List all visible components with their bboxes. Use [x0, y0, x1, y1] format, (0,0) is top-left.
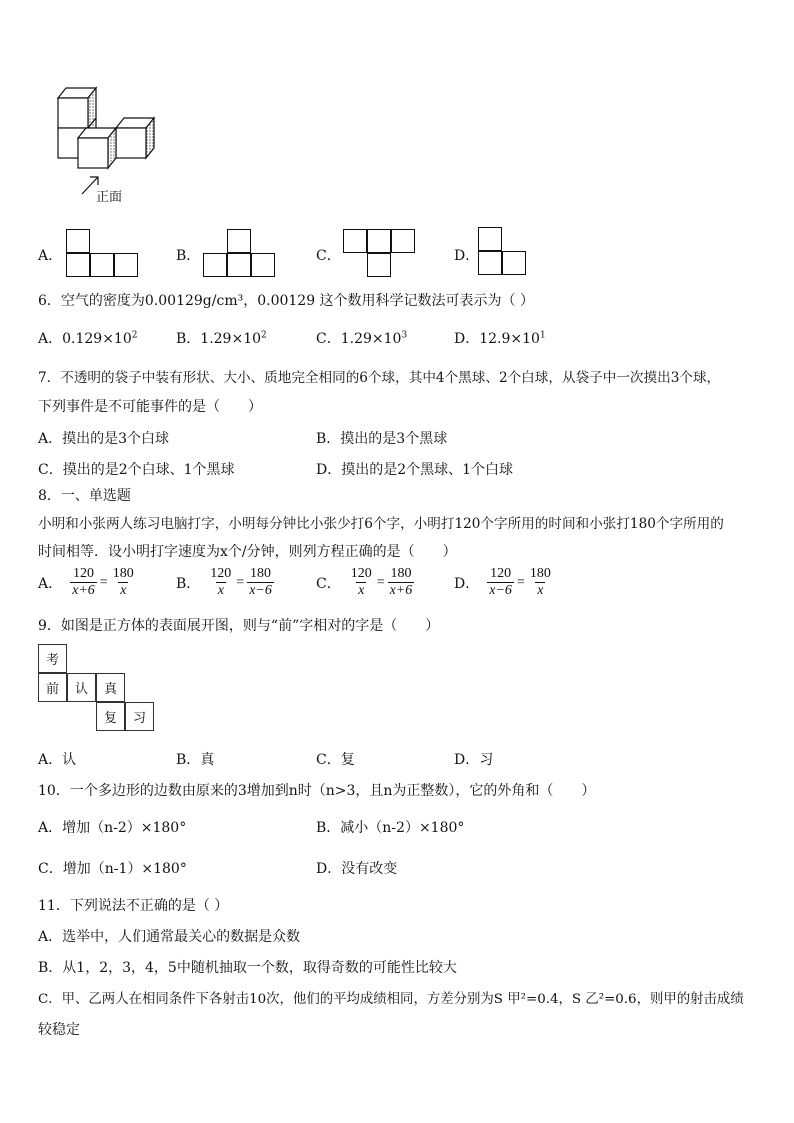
q6-option-c: C．$1.29\times 10^3$ [316, 330, 408, 347]
q6-option-d: D．$12.9\times 10^1$ [454, 330, 546, 347]
q11-option-c-line1: C．甲、乙两人在相同条件下各射击10次，他们的平均成绩相同，方差分别为S 甲²=0.4，S 乙²=0.6，则甲的射击成绩 [38, 992, 744, 1007]
q9-option-d: D．习 [454, 752, 494, 768]
q7-option-c: C．摸出的是2个白球、1个黑球 [38, 462, 235, 478]
net-cell-zhen: 真 [96, 673, 125, 702]
q10-stem: 10．一个多边形的边数由原来的3增加到n时（n>3，且n为正整数），它的外角和（ ） [38, 783, 596, 799]
q5-option-d-label: D． [454, 248, 480, 264]
q8-option-d: D． $\frac{120}{x-6}$ = $\frac{180}{x}$ [454, 566, 551, 598]
q7-option-d: D．摸出的是2个黑球、1个白球 [316, 462, 514, 478]
q9-option-a: A．认 [38, 752, 77, 768]
q9-option-c: C．复 [316, 752, 355, 768]
q8-option-b: B． $\frac{120}{x}$ = $\frac{180}{x-6}$ [176, 566, 272, 598]
q11-option-c-line2: 较稳定 [38, 1022, 80, 1038]
q5-option-b-figure [203, 229, 277, 278]
q5-option-a-figure [66, 229, 140, 278]
q8-heading: 8．一、单选题 [38, 488, 131, 504]
q8-option-c: C． $\frac{120}{x}$ = $\frac{180}{x+6}$ [316, 566, 413, 598]
q9-stem: 9．如图是正方体的表面展开图，则与“前”字相对的字是（ ） [38, 618, 440, 634]
net-cell-fu: 复 [96, 702, 125, 731]
q5-option-c-label: C． [316, 248, 341, 264]
q7-option-a: A．摸出的是3个白球 [38, 431, 170, 447]
cube-stack-figure [50, 82, 165, 182]
q6-option-b: B．$1.29\times 10^2$ [176, 330, 267, 347]
cube-net-figure [38, 644, 158, 734]
q7-stem-line2: 下列事件是不可能事件的是（ ） [38, 399, 262, 415]
net-cell-qian: 前 [38, 673, 67, 702]
q10-option-d: D．没有改变 [316, 861, 398, 877]
q8-stem-line1: 小明和小张两人练习电脑打字，小明每分钟比小张少打6个字，小明打120个字所用的时间和小张打180个字所用的 [38, 516, 724, 532]
front-label: 正面 [96, 190, 123, 205]
q10-option-b: B．减小（n-2）×180° [316, 820, 465, 836]
q8-stem-line2: 时间相等．设小明打字速度为x个/分钟，则列方程正确的是（ ） [38, 544, 457, 560]
net-cell-kao: 考 [38, 644, 67, 673]
q5-option-d-figure [478, 227, 528, 277]
q11-option-b: B．从1，2，3，4，5中随机抽取一个数，取得奇数的可能性比较大 [38, 960, 457, 976]
net-cell-xi: 习 [125, 702, 154, 731]
q10-option-a: A．增加（n-2）×180° [38, 820, 187, 836]
q10-option-c: C．增加（n-1）×180° [38, 861, 187, 877]
net-cell-ren: 认 [67, 673, 96, 702]
q5-option-b-label: B． [176, 248, 201, 264]
q5-option-c-figure [343, 229, 417, 278]
q5-option-a-label: A． [38, 248, 63, 264]
q6-option-a: A．$0.129\times 10^2$ [38, 330, 138, 347]
q8-option-a: A． $\frac{120}{x+6}$ = $\frac{180}{x}$ [38, 566, 134, 598]
q11-option-a: A．选举中，人们通常最关心的数据是众数 [38, 929, 301, 945]
q6-stem: 6．空气的密度为0.00129g/cm³，0.00129 这个数用科学记数法可表示为（ ） [38, 293, 535, 309]
q9-option-b: B．真 [176, 752, 215, 768]
q11-stem: 11．下列说法不正确的是（ ） [38, 898, 229, 914]
q7-stem-line1: 7．不透明的袋子中装有形状、大小、质地完全相同的6个球，其中4个黑球、2个白球，从袋子中一次摸出3个球， [38, 370, 721, 386]
q7-option-b: B．摸出的是3个黑球 [316, 431, 448, 447]
